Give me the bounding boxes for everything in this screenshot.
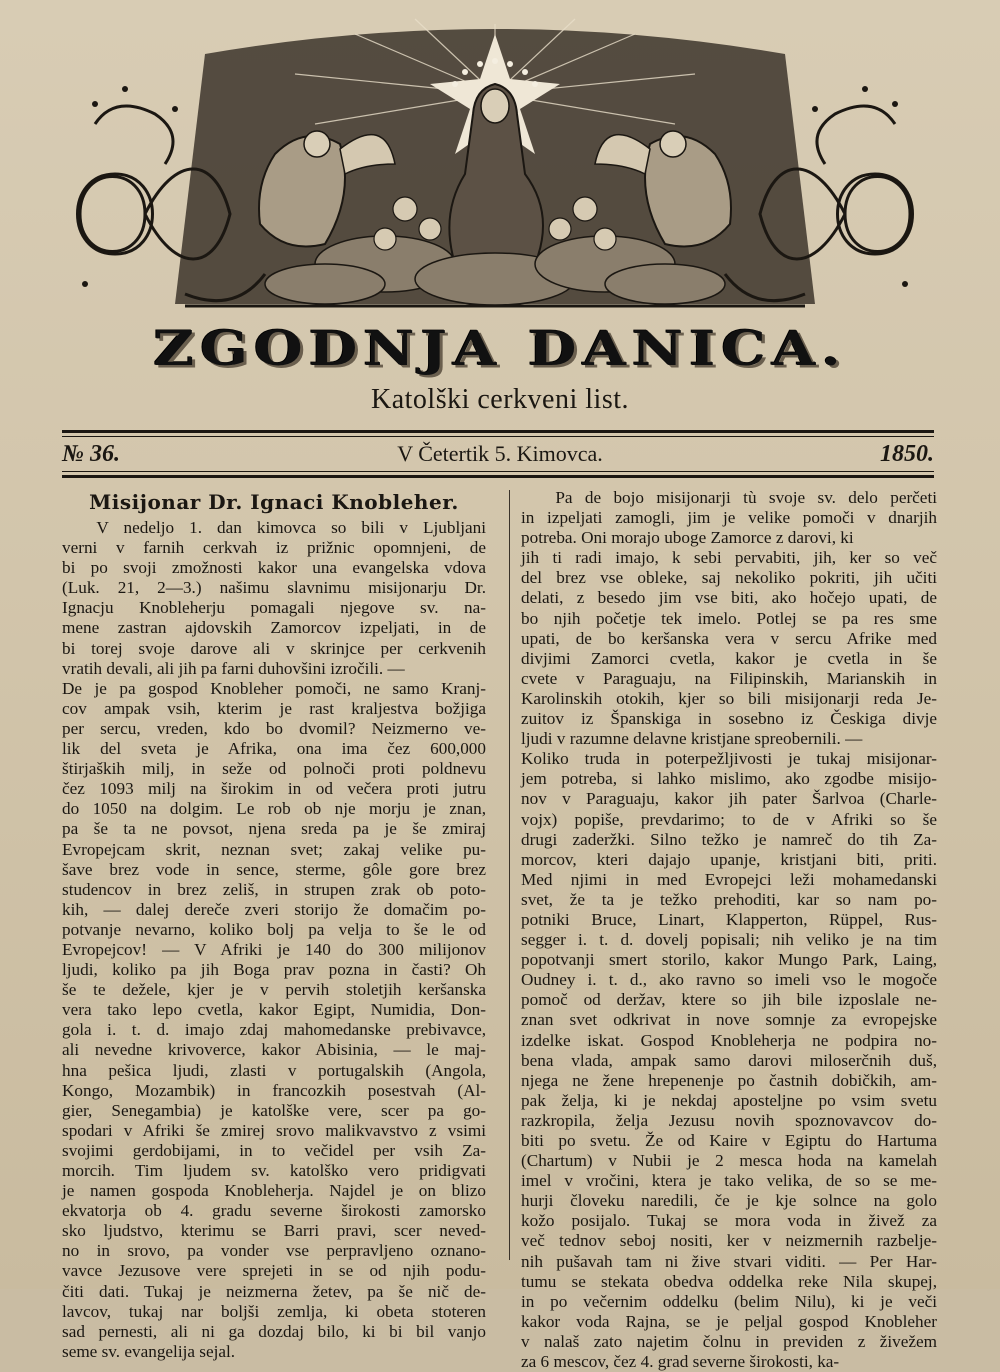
text-line: Med njimi in med Evropejci leži mohamedanski <box>521 869 937 889</box>
text-line: tumu se stekata obedva oddelka reke Nila skupej, <box>521 1271 937 1291</box>
text-line: do 1050 na dolgim. Le rob ob nje morju je znan, <box>62 799 486 819</box>
text-line: V nedeljo 1. dan kimovca so bili v Ljubljani <box>62 518 486 537</box>
text-line: sad pernesti, ali ni ga dozdaj bilo, ki bi bil vanjo <box>62 1321 486 1341</box>
text-line: jih ti radi imajo, k sebi pervabiti, jih, ker so več <box>521 548 937 568</box>
text-line: Kongo, Mozambik) in francozkih posestvah (Al- <box>62 1080 486 1100</box>
text-line: še te dežele, kjer je v pervih stoletjih keršanska <box>62 980 486 1000</box>
text-line: štirjaških milj, in seže od polnoči proti poldnevu <box>62 759 486 779</box>
text-line: bo njih početje tek imelo. Potlej se pa res sme <box>521 608 937 628</box>
text-line: Pa de bojo misijonarji tù svoje sv. delo perčeti <box>521 488 937 507</box>
text-line: delati, z besedo jim vse biti, ako hočejo upati, de <box>521 588 937 608</box>
text-line: De je pa gospod Knobleher pomoči, ne samo Kranj- <box>62 678 486 698</box>
text-line: morcih. Tim ljudem sv. katolško vero pridigvati <box>62 1161 486 1180</box>
text-line: šave brez vode in sence, sterme, gôle gore brez <box>62 859 486 879</box>
text-line: hurji človeku naredili, če je kje solnce na golo <box>521 1191 937 1211</box>
text-line: Koliko truda in poterpežljivosti je tukaj misijonar- <box>521 749 937 769</box>
text-line: ekvatorja ob 4. gradu severne širokosti zamorsko <box>62 1201 486 1221</box>
article-title: Misijonar Dr. Ignaci Knobleher. <box>89 490 459 514</box>
text-line: bena vlada, ampak samo darovi miloserčnih duš, <box>521 1050 937 1070</box>
text-line: verni v farnih cerkvah iz prižnic opomnjeni, de <box>62 538 486 558</box>
right-column <box>521 488 937 1372</box>
text-line: njega ne žene hrepenenje po častnih dobičkih, am- <box>521 1070 937 1090</box>
text-line: Evropejcam skrit, neznan svet; zakaj velike pu- <box>62 839 486 859</box>
text-line: Ignacju Knobleherju pomagali njegove sv. na- <box>62 598 486 618</box>
header-rule-bottom-thin <box>62 471 934 472</box>
text-line: nov v Paraguaju, kakor jih pater Šarlvoa (Charle- <box>521 789 937 809</box>
text-line: potniki Bruce, Linart, Klapperton, Rüppel, Rus- <box>521 909 937 929</box>
text-line: ljudi v razumne delavne kristjane spreobernili. — <box>521 729 863 749</box>
text-line: razkropila, želja Jezusu novih spoznovavcov do- <box>521 1110 937 1130</box>
issue-number: № 36. <box>62 440 120 467</box>
text-line: za 6 mescov, čez 4. grad severne širokosti, ka- <box>521 1352 840 1372</box>
text-line: zuitov iz Španskiga in sosebno iz Českiga divje <box>521 709 937 729</box>
left-column-text <box>62 518 486 1362</box>
text-line: seme sv. evangelija sejal. <box>62 1341 236 1361</box>
text-line: ljudi, koliko pa jih Boga prav pozna in časti? Oh <box>62 960 486 980</box>
issue-year: 1850. <box>880 440 934 467</box>
text-line: sko ljudstvo, kterimu se Barri pravi, scer neved- <box>62 1221 486 1241</box>
text-line: biti po svetu. Že od Kaire v Egiptu do Hartuma <box>521 1131 937 1150</box>
text-line: vera tako lepo cvetla, kakor Egipt, Numidia, Don- <box>62 1000 486 1020</box>
text-line: drugi zaderžki. Silno težko je namreč do tih Za- <box>521 829 937 849</box>
text-line: lik del sveta je Afrika, ona ima čez 600,000 <box>62 739 486 759</box>
text-line: Karolinskih otokih, kjer so bili misijonarji reda Je- <box>521 688 937 708</box>
text-line: svojimi gerdobijami, in to večidel per vsih Za- <box>62 1140 486 1160</box>
header-rule-bottom-thick <box>62 475 934 478</box>
text-line: (Luk. 21, 2—3.) našimu slavnimu misijonarju Dr. <box>62 578 486 598</box>
text-line: lavcov, tukaj nar boljši zemlja, ki obeta stoteren <box>62 1301 486 1321</box>
text-line: Oudney i. t. d., ako ravno so imeli vso le mogoče <box>521 970 937 990</box>
text-line: nih pušavah tam ni žive stvari viditi. — Per Har- <box>521 1251 937 1271</box>
text-line: ali nevedne krivoverce, kakor Abisinia, — le maj- <box>62 1040 486 1060</box>
text-line: čiti dati. Tukaj je neizmerna žetev, pa še nič de- <box>62 1281 486 1301</box>
left-column <box>62 488 486 1362</box>
text-line: vavce Jezusove vere sprejeti in se od njih podu- <box>62 1261 486 1281</box>
text-line: mene zastran ajdovskih Zamorcov izpeljati, in de <box>62 618 486 638</box>
masthead-title: ZGODNJA DANICA. <box>153 320 847 378</box>
text-line: svet, že ta je težko prehoditi, kar so nam po- <box>521 889 937 909</box>
issue-date: V Četertik 5. Kimovca. <box>397 441 603 466</box>
text-line: divjimi Zamorci cvetla, kakor je cvetla in še <box>521 648 937 668</box>
text-line: (Chartum) v Nubii je 2 mesca hoda na kamelah <box>521 1151 937 1171</box>
text-line: imel v vročini, ktera je tako velika, de so se me- <box>521 1171 937 1191</box>
text-line: studencov in brez zeliš, in strupen zrak ob poto- <box>62 879 486 899</box>
text-line: potvanje nevarno, koliko bolj pa velja to še le od <box>62 919 486 939</box>
text-line: jem potreba, si lahko mislimo, ako zgodbe misijo- <box>521 769 937 789</box>
text-line: in izpeljati zamogli, jim je velike pomoči v dnarjih <box>521 508 937 528</box>
text-line: Evropejcov! — V Afriki je 140 do 300 milijonov <box>62 939 486 959</box>
header-rule-top-thin <box>62 436 934 437</box>
text-line: cvete v Paraguaju, na Filipinskih, Marianskih in <box>521 668 937 688</box>
masthead-subtitle: Katolški cerkveni list. <box>370 384 629 415</box>
text-line: čez 1093 milj na širokim in od večera proti jutru <box>62 779 486 799</box>
text-line: cov ampak vsih, kterim je rast kraljestva božjiga <box>62 698 486 718</box>
text-line: znan svet odkrivat in nove somnje za evropejske <box>521 1010 937 1030</box>
text-line: kakor voda Rajna, se je peljal gospod Knobleher <box>521 1311 937 1331</box>
text-line: no in srovo, pa vonder vse perpravljeno oznano- <box>62 1241 486 1261</box>
virgin-mary-engraving-icon <box>55 14 935 314</box>
masthead-engraving <box>55 14 935 314</box>
text-line: vratih devali, ali jih pa farni duhovšini izročili. — <box>62 658 405 678</box>
text-line: gier, Senegambia) je katolške vere, scer pa go- <box>62 1100 486 1120</box>
text-line: segger i. t. d. dovelj popisali; nih veliko je na tim <box>521 930 937 950</box>
right-column-text <box>521 488 937 1372</box>
text-line: vojx) popiše, prevdarimo; to de v Afriki so še <box>521 809 937 829</box>
text-line: izdelke iskat. Gospod Knobleherja ne podpira no- <box>521 1030 937 1050</box>
text-line: bi po svoji zmožnosti kakor una evangelska vdova <box>62 558 486 578</box>
text-line: spodari v Afriki še zmirej srovo malikvavstvo z vsimi <box>62 1120 486 1140</box>
text-line: upati, de bo keršanska vera v sercu Afrike med <box>521 628 937 648</box>
text-line: potreba. Oni morajo uboge Zamorce z darovi, ki <box>521 528 854 548</box>
text-line: gola i. t. d. imajo zdaj mahomedanske prebivavce, <box>62 1020 486 1040</box>
text-line: per sercu, vreden, kdo bo dvomil? Neizmerno ve- <box>62 718 486 738</box>
text-line: morcov, kteri dajajo upanje, kristjani biti, priti. <box>521 849 937 869</box>
text-line: in po večernim oddelku (belim Nilu), ki je veči <box>521 1291 937 1311</box>
text-line: pomoč od deržav, ktere so jih bile izposlale ne- <box>521 990 937 1010</box>
text-line: pak želja, ki je nekdaj aposteljne po vsim svetu <box>521 1090 937 1110</box>
header-rule-top-thick <box>62 430 934 433</box>
text-line: popotvanji smert storilo, kakor Mungo Park, Laing, <box>521 950 937 970</box>
text-line: je namen gospoda Knobleherja. Najdel je on blizo <box>62 1181 486 1201</box>
text-line: bi torej svoje darove ali v skrinjce per cerkvenih <box>62 638 486 658</box>
text-line: kožo posijalo. Tukaj se mora voda in živež za <box>521 1211 937 1231</box>
issue-info-bar <box>62 438 934 470</box>
text-line: v nalaš zato najetim čolnu in previden z živežem <box>521 1331 937 1351</box>
text-line: pa še ta ne povsot, njena sreda pa je še zmiraj <box>62 819 486 839</box>
column-divider <box>509 490 510 1260</box>
text-line: kih, — dalej dereče zveri storijo že domačim po- <box>62 899 486 919</box>
text-line: več tednov seboj nositi, ker v neizmernih razbelje- <box>521 1231 937 1251</box>
text-line: del brez vse obleke, saj nekoliko pokriti, jih učiti <box>521 568 937 588</box>
text-line: hna pešica ljudi, zlasti v portugalskih (Angola, <box>62 1060 486 1080</box>
